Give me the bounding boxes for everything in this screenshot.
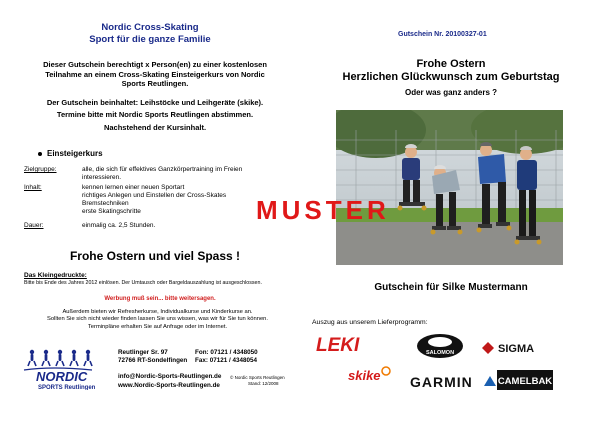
camelbak-logo [497,370,553,390]
address-email[interactable]: info@Nordic-Sports-Reutlingen.de [118,373,222,381]
copyright-date: Stand: 12/2008 [248,380,279,386]
zielgruppe-label: Zielgruppe: [24,166,57,173]
voucher-recipient: Gutschein für Silke Mustermann [374,282,528,293]
product-program-label: Auszug aus unserem Lieferprogramm: [312,319,428,326]
copyright-text: © Nordic Sports Reutlingen [230,375,285,380]
address-street: Reutlinger Sr. 97 [118,349,168,356]
sigma-logo [480,340,558,356]
zielgruppe-value: alle, die sich für effektives Ganzkörpertraining im Freien interessieren. [82,166,243,181]
address-city: 72766 RT-Sondelfingen [118,357,188,365]
greeting-line-3: Oder was ganz anders ? [404,88,498,97]
dauer-label: Dauer: [24,222,44,229]
offer-text: Außerdem bieten wir Refresherkurse, Individualkurse und Kinderkurse an. Sollten Sie sich nicht wieder finden lassen Sie uns wissen, was wir für Sie tun können. Terminpläne erhalten Sie auf Anfrage oder im Internet. [46,309,269,330]
fax-number: Fax: 07121 / 4348054 [195,357,257,365]
kleingedruckte-text: Bitte bis Ende des Jahres 2012 einlösen. Der Umtausch oder Bargeldauszahlung ist ausgeschlossen. [24,280,262,286]
svg-text:SIGMA: SIGMA [498,343,535,355]
logo-word-nordic: NORDIC [36,369,88,384]
includes-text: Der Gutschein beinhaltet: Leihstöcke und Leihgeräte (skike). [46,98,264,107]
logo-word-sports: SPORTS Reutlingen [38,385,96,390]
svg-text:skike: skike [348,368,381,383]
nordic-sports-logo [22,348,112,390]
svg-text:CAMELBAK: CAMELBAK [497,376,553,387]
title-line-1: Nordic Cross-Skating [101,22,199,33]
dauer-value: einmalig ca. 2,5 Stunden. [82,222,156,229]
skike-logo [346,365,392,387]
phone-number: Fon: 07121 / 4348050 [195,349,258,356]
inhalt-value: kennen lernen einer neuen Sportart richtiges Anlegen und Einstellen der Cross-Skates Bremstechniken erste Skatingschritte [82,184,227,215]
greeting-line-2: Herzlichen Glückwunsch zum Geburtstag [342,71,560,83]
intro-text: Dieser Gutschein berechtigt x Person(en) zu einer kostenlosen Teilnahme an einem Cross-Skating Einsteigerkurs von Nordic Sports Reutlingen. [43,60,267,88]
svg-text:LEKI: LEKI [316,335,360,355]
muster-watermark: MUSTER [256,195,390,225]
garmin-logo [410,370,500,392]
svg-text:SALOMON: SALOMON [425,350,455,356]
course-heading: Einsteigerkurs [47,149,103,158]
greeting-line-1: Frohe Ostern [416,58,486,70]
title-line-2: Sport für die ganze Familie [89,34,211,45]
salomon-logo [416,333,464,359]
leki-logo [312,333,380,355]
phone-block [195,349,258,365]
nachstehend-text: Nachstehend der Kursinhalt. [103,123,207,132]
skaters-photo [336,110,563,265]
voucher-number: Gutschein Nr. 20100327-01 [398,31,487,38]
kleingedruckte-heading: Das Kleingedruckte: [24,272,87,279]
address-web[interactable]: www.Nordic-Sports-Reutlingen.de [118,381,220,389]
werbung-text: Werbung muß sein... bitte weitersagen. [104,296,216,302]
inhalt-label: Inhalt: [24,184,42,191]
bullet-icon [38,152,42,156]
copyright-block [230,375,285,386]
termine-text: Termine bitte mit Nordic Sports Reutlingen abstimmen. [56,110,254,119]
easter-greeting: Frohe Ostern und viel Spass ! [69,249,241,263]
svg-text:GARMIN: GARMIN [410,374,473,390]
